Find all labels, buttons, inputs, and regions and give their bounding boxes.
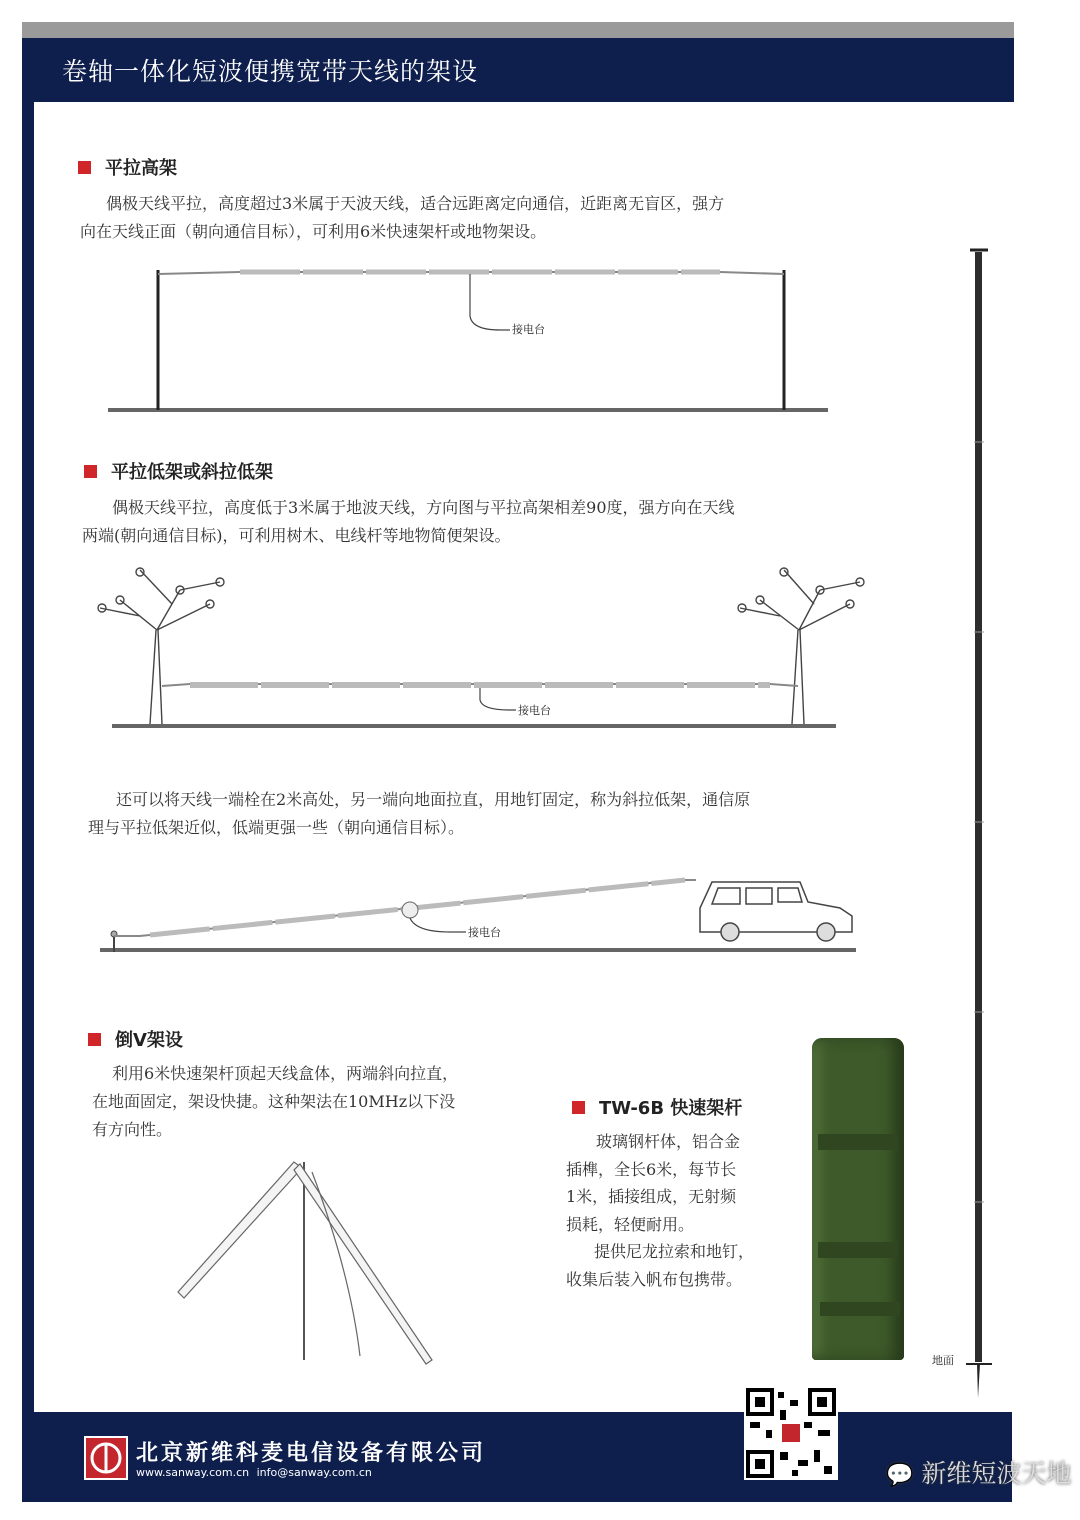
email-link[interactable]: info@sanway.com.cn (256, 1466, 372, 1479)
low-dipole-trees-diagram (80, 560, 870, 735)
body-line: 玻璃钢杆体，铝合金 (596, 1132, 741, 1151)
bag-strap (820, 1302, 900, 1316)
left-border (22, 102, 34, 1412)
feed-line (410, 918, 466, 932)
section-body-low (82, 494, 842, 550)
left-tree-icon (98, 568, 224, 724)
bag-strap (818, 1134, 898, 1150)
section-title-low (84, 458, 273, 484)
bag-strap (818, 1242, 898, 1258)
body-line: 向在天线正面（朝向通信目标），可利用6米快速架杆或地物架设。 (80, 222, 547, 241)
sloping-dipole-diagram (100, 870, 860, 960)
section-title-inverted-v (88, 1026, 183, 1052)
right-tree-icon (738, 568, 864, 724)
body-line: 还可以将天线一端栓在2米高处，另一端向地面拉直，用地钉固定，称为斜拉低架，通信原 (116, 790, 751, 809)
left-leg (178, 1162, 302, 1298)
canvas-bag-image (812, 1038, 904, 1360)
bullet-square-icon (84, 465, 97, 478)
section-title-text: TW-6B 快速架杆 (599, 1098, 743, 1119)
body-line: 偶极天线平拉，高度超过3米属于天波天线，适合远距离定向通信，近距离无盲区，强方 (106, 194, 725, 213)
feed-line (480, 688, 516, 710)
balun-box (402, 902, 418, 918)
mast-diagram (960, 246, 996, 1406)
website-link[interactable]: www.sanway.com.cn (136, 1466, 250, 1479)
feed-label: 接电台 (468, 926, 501, 939)
section-title-text: 平拉高架 (105, 158, 177, 179)
section-body-slope (88, 786, 848, 842)
body-line: 有方向性。 (92, 1120, 173, 1139)
ground-label: 地面 (932, 1354, 954, 1367)
body-line: 利用6米快速架杆顶起天线盒体，两端斜向拉直， (112, 1064, 459, 1083)
wechat-account-name: 新维短波天地 (921, 1459, 1072, 1488)
body-line: 1米，插接组成，无射频 (566, 1187, 737, 1206)
wechat-icon: 💬 (886, 1463, 914, 1488)
high-dipole-diagram (100, 260, 840, 420)
inverted-v-diagram (170, 1152, 450, 1372)
top-bar (22, 22, 1014, 38)
mast-pole (975, 252, 982, 1362)
wechat-watermark (886, 1454, 1071, 1490)
body-line: 在地面固定，架设快捷。这种架法在10MHz以下没 (92, 1092, 456, 1111)
body-line: 插榫，全长6米，每节长 (566, 1159, 737, 1179)
body-line: 损耗，轻便耐用。 (566, 1214, 695, 1234)
section-title-high (78, 154, 177, 180)
body-line: 偶极天线平拉，高度低于3米属于地波天线，方向图与平拉高架相差90度，强方向在天线 (112, 498, 735, 517)
body-line: 两端(朝向通信目标)，可利用树木、电线杆等地物简便架设。 (82, 526, 511, 545)
feed-label: 接电台 (512, 323, 545, 336)
section-body-inverted-v (92, 1060, 512, 1144)
feed-label: 接电台 (518, 704, 551, 717)
right-leg (294, 1164, 432, 1364)
section-body-mast (566, 1128, 796, 1293)
feed-line (470, 274, 510, 330)
section-title-mast (572, 1094, 742, 1120)
body-line: 理与平拉低架近似，低端更强一些（朝向通信目标）。 (88, 818, 465, 837)
vehicle-icon (700, 882, 852, 941)
contact-line (136, 1466, 372, 1479)
section-title-text: 平拉低架或斜拉低架 (111, 462, 273, 483)
bullet-square-icon (78, 161, 91, 174)
body-line: 收集后装入帆布包携带。 (566, 1269, 743, 1289)
section-title-text: 倒V架设 (115, 1030, 183, 1051)
mast-spike (977, 1364, 980, 1398)
company-name: 北京新维科麦电信设备有限公司 (136, 1441, 487, 1466)
body-line: 提供尼龙拉索和地钉， (594, 1242, 755, 1261)
bullet-square-icon (88, 1033, 101, 1046)
section-body-high (80, 190, 840, 246)
company-logo-icon (84, 1436, 128, 1480)
bullet-square-icon (572, 1101, 585, 1114)
page-title: 卷轴一体化短波便携宽带天线的架设 (62, 57, 479, 86)
qr-code-icon (744, 1386, 838, 1480)
